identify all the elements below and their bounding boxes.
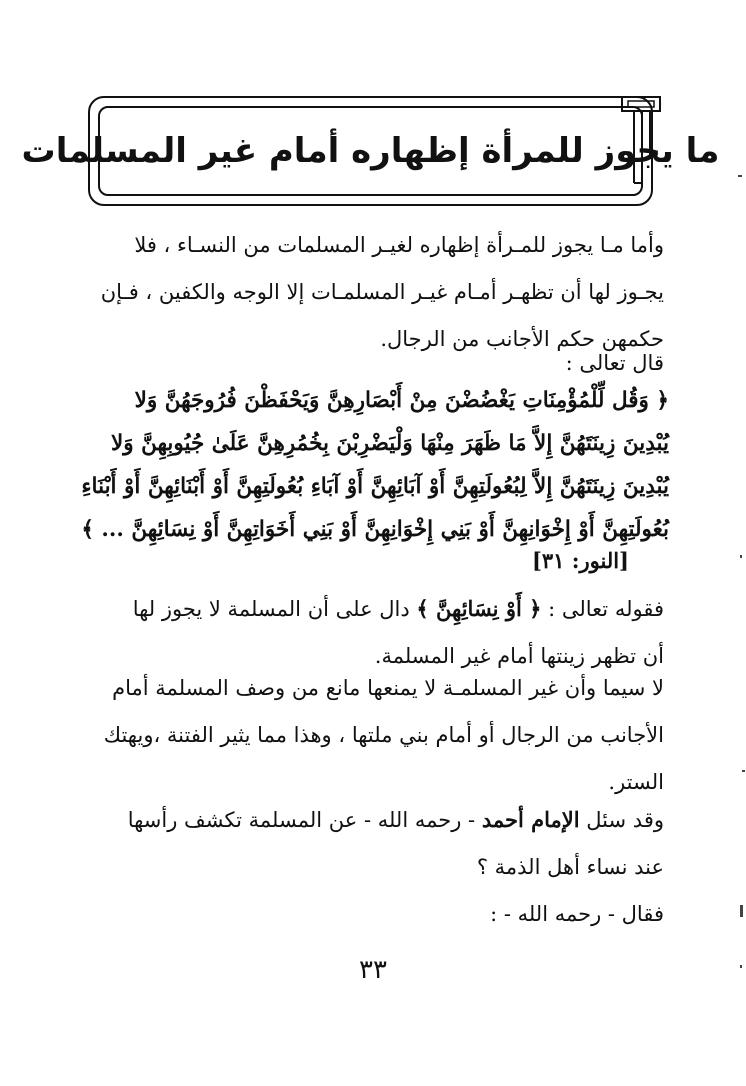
chapter-title-frame [21, 96, 720, 206]
paragraph-lead: وقد سئل [586, 808, 664, 832]
verse-line: ﴿ وَقُل لِّلْمُؤْمِنَاتِ يَغْضُضْنَ مِنْ أَبْصَارِهِنَّ وَيَحْفَظْنَ فُرُوجَهُنَّ وَلا [134, 388, 669, 413]
paragraph-rest: دال على أن المسلمة لا يجوز لها [132, 597, 410, 621]
page-number: ٣٣ [359, 955, 387, 985]
paragraph-explanation [84, 665, 664, 806]
verse-line: بُعُولَتِهِنَّ أَوْ إِخْوَانِهِنَّ أَوْ بَنِي إِخْوَانِهِنَّ أَوْ بَنِي أَخَوَاتِهِنَّ أَوْ نِسَائِهِنَّ ... ﴾ [81, 517, 669, 542]
quran-verse [81, 379, 669, 551]
paragraph-lead: فقوله تعالى : [548, 597, 664, 621]
paragraph-line: وأما مـا يجوز للمـرأة إظهاره لغيـر المسلمات من النسـاء ، فلا [134, 233, 664, 257]
verse-line: يُبْدِينَ زِينَتَهُنَّ إِلاَّ مَا ظَهَرَ مِنْهَا وَلْيَضْرِبْنَ بِخُمُرِهِنَّ عَلَىٰ جُيُوبِهِنَّ وَلا [110, 431, 669, 456]
scan-mark [738, 175, 742, 177]
chapter-title-inner-frame [21, 106, 720, 196]
paragraph-line: حكمهن حكم الأجانب من الرجال. [380, 327, 664, 351]
paragraph-line [84, 585, 664, 633]
paragraph-line: أن تظهر زينتها أمام غير المسلمة. [374, 644, 664, 668]
paragraph-line: يجـوز لها أن تظهـر أمـام غيـر المسلمـات إلا الوجه والكفين ، فـإن [100, 280, 664, 304]
verse-intro-label: قال تعالى : [565, 351, 664, 375]
verse-quote: ﴿ أَوْ نِسَائِهِنَّ ﴾ [416, 596, 542, 621]
scan-mark [740, 555, 742, 558]
scan-mark [742, 770, 745, 772]
paragraph-line: الستر. [608, 770, 664, 794]
verse-reference: [النور: ٣١] [531, 548, 629, 573]
paragraph-line: عند نساء أهل الذمة ؟ [476, 855, 664, 879]
paragraph-imam-question [84, 796, 664, 938]
verse-line: يُبْدِينَ زِينَتَهُنَّ إِلاَّ لِبُعُولَتِهِنَّ أَوْ آبَائِهِنَّ أَوْ آبَاءِ بُعُولَتِهِنَّ أَوْ أَبْنَائِهِنَّ أَوْ أَبْنَاءِ [81, 474, 669, 499]
paragraph-line: الأجانب من الرجال أو أمام بني ملتها ، وهذا مما يثير الفتنة ،ويهتك [103, 723, 664, 747]
corner-ornament-icon [620, 95, 662, 185]
paragraph-line: لا سيما وأن غير المسلمـة لا يمنعها مانع من وصف المسلمة أمام [112, 676, 664, 700]
scan-mark [740, 965, 742, 968]
paragraph-line [84, 796, 664, 844]
paragraph-line: فقال - رحمه الله - : [490, 902, 664, 926]
paragraph-rest: - رحمه الله - عن المسلمة تكشف رأسها [127, 808, 476, 832]
imam-name: الإمام أحمد [481, 807, 580, 832]
chapter-title: ما يجوز للمرأة إظهاره أمام غير المسلمات [21, 131, 720, 171]
scan-mark [740, 905, 743, 917]
